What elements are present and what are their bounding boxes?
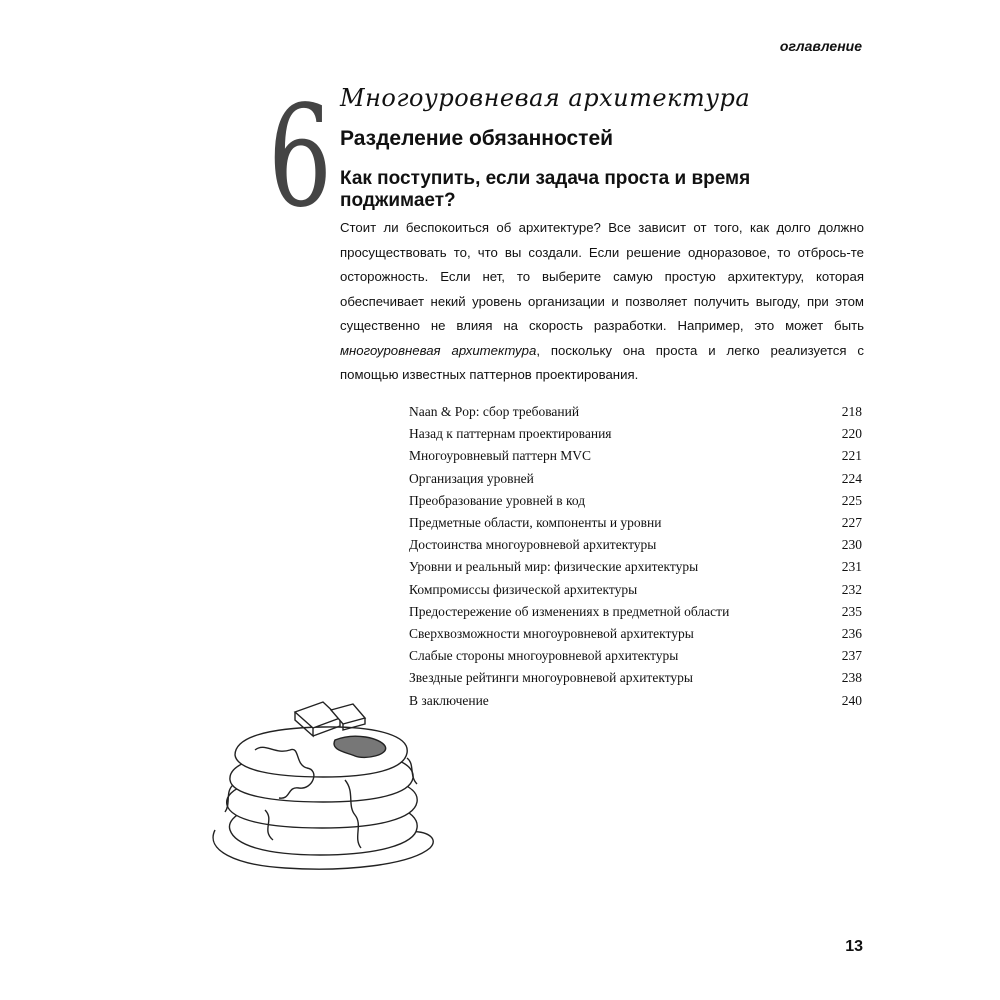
toc-entry <box>409 623 862 645</box>
table-of-contents <box>409 401 862 712</box>
toc-entry-page: 238 <box>841 670 862 686</box>
toc-entry-title: Naan & Pop: сбор требований <box>409 404 580 419</box>
toc-entry <box>409 490 862 512</box>
toc-entry-title: Достоинства многоуровневой архитектуры <box>409 537 657 553</box>
toc-entry <box>409 579 862 601</box>
toc-entry-page: 227 <box>841 515 862 531</box>
toc-entry-title: Компромиссы физической архитектуры <box>409 581 638 597</box>
chapter-title: Разделение обязанностей <box>340 127 614 150</box>
intro-paragraph <box>340 216 864 388</box>
toc-entry-page: 232 <box>841 581 862 597</box>
toc-entry <box>409 645 862 667</box>
intro-italic-term: многоуровневая архитектура <box>340 342 537 358</box>
toc-entry <box>409 423 862 445</box>
toc-entry-page: 224 <box>841 470 862 486</box>
toc-entry-page: 220 <box>841 426 862 442</box>
toc-entry-title: В заключение <box>409 692 489 708</box>
toc-entry <box>409 468 862 490</box>
toc-entry-title: Назад к паттернам проектирования <box>409 426 612 442</box>
toc-entry <box>409 667 862 689</box>
chapter-intro <box>340 168 864 388</box>
toc-entry-title: Слабые стороны многоуровневой архитектуры <box>409 648 679 664</box>
toc-entry <box>409 534 862 556</box>
toc-entry <box>409 445 862 467</box>
page-number: 13 <box>845 938 863 955</box>
toc-entry-title: Предостережение об изменениях в предметной области <box>409 603 730 619</box>
toc-entry-page: 235 <box>841 603 862 619</box>
toc-entry-page: 236 <box>841 626 862 642</box>
toc-entry-page: 231 <box>841 559 862 575</box>
toc-entry-page: 221 <box>841 448 862 464</box>
chapter-number: 6 <box>268 76 333 239</box>
pancake-stack-illustration <box>195 680 455 880</box>
chapter-super-title: Многоуровневая архитектура <box>340 84 751 112</box>
toc-entry-title: Многоуровневый паттерн MVC <box>409 448 592 464</box>
toc-entry-page: 218 <box>841 404 862 419</box>
toc-entry-title: Организация уровней <box>409 470 534 486</box>
toc-entry-page: 225 <box>841 492 862 508</box>
toc-entry-title: Сверхвозможности многоуровневой архитектуры <box>409 626 694 642</box>
toc-entry-title: Преобразование уровней в код <box>409 492 586 508</box>
toc-entry-title: Уровни и реальный мир: физические архитектуры <box>409 559 699 575</box>
toc-entry-page: 237 <box>841 648 862 664</box>
toc-entry <box>409 601 862 623</box>
toc-entry <box>409 512 862 534</box>
toc-entry-title: Звездные рейтинги многоуровневой архитектуры <box>409 670 693 686</box>
toc-entry-title: Предметные области, компоненты и уровни <box>409 515 662 531</box>
intro-question: Как поступить, если задача проста и время поджимает? <box>340 168 751 211</box>
toc-entry <box>409 401 862 423</box>
toc-entry-page: 230 <box>841 537 862 553</box>
intro-text-after: , поскольку она проста и легко реализуется с помощью известных паттернов проектирования. <box>340 342 864 382</box>
toc-entry <box>409 690 862 712</box>
toc-entry <box>409 556 862 578</box>
intro-text-before: Стоит ли беспокоиться об архитектуре? Все зависит от того, как долго должно просуществовать то, что вы создали. Если решение одноразовое, то отбрось-те осторожность. Если нет, то выберите самую простую архитектуру, которая обеспечивает некий уровень организации и позволяет получить выгоду, при этом существенно не влияя на скорость разработки. Например, это может быть <box>340 220 864 333</box>
toc-entry-page: 240 <box>841 692 862 708</box>
running-header: оглавление <box>779 38 862 54</box>
